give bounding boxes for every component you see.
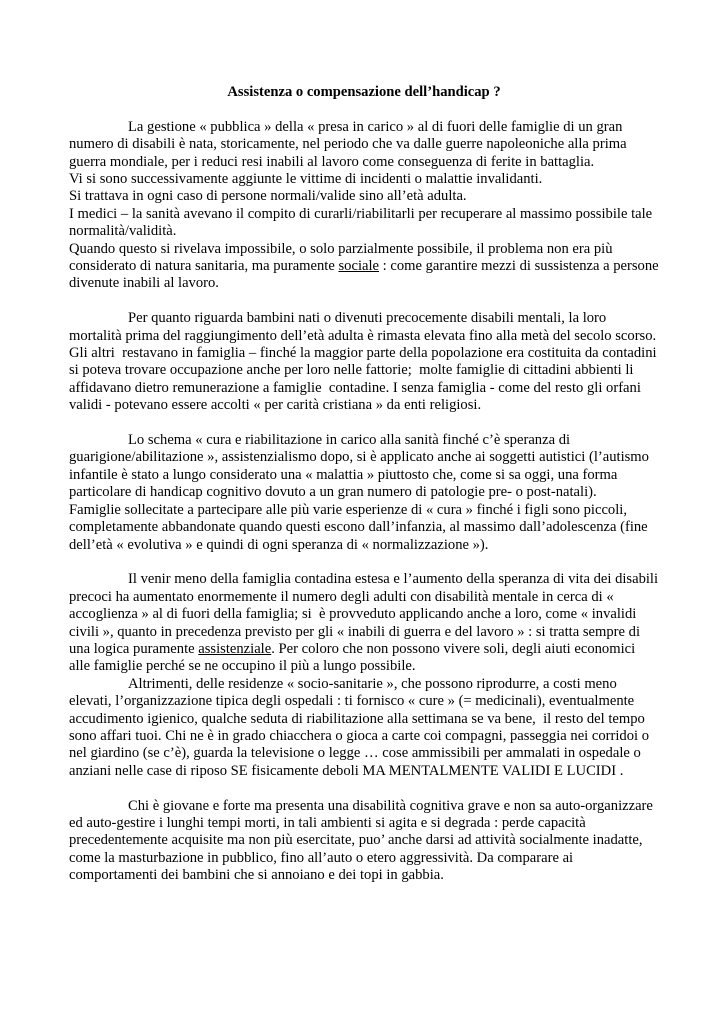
text-run: Il venir meno della famiglia contadina estesa e l’aumento della speranza di vita dei disabili precoci ha aumentato enormemente il numero degli adulti con disabilità mentale in cerca di « accoglienza » al di fuori della famiglia; si è provveduto applicando anche a loro, come « invalidi civili », quanto in precedenza previsto per gli « inabili di guerra e del lavoro » : si tratta sempre di una logica puramente [69,571,662,657]
paragraph [69,119,659,171]
document-title: Assistenza o compensazione dell’handicap ? [227,84,501,100]
text-run: Si trattava in ogni caso di persone normali/valide sino all’età adulta. [69,188,467,205]
text-run: Famiglie sollecitate a partecipare alle più varie esperienze di « cura » finché i figli sono piccoli, completamente abbandonate quando questi escono dall’infanzia, al massimo dall’adolescenza (fine dell’età « evolutiva » e quindi di ogni speranza di « normalizzazione »). [69,501,652,553]
paragraph [69,206,659,241]
paragraph [69,240,663,293]
document-content [69,84,664,885]
text-run: Per quanto riguarda bambini nati o divenuti precocemente disabili mentali, la loro mortalità prima del raggiungimento dell’età adulta è rimasta elevata fino alla metà del secolo scorso. Gli altri restavano in famiglia – finché la maggior parte della popolazione era costituita da contadini si poteva trovare occupazione anche per loro nelle fattorie; molte famiglie di cittadini abbienti li affidavano dietro remunerazione a famiglie contadine. I senza famiglia - come del resto gli orfani validi - potevano essere accolti « per carità cristiana » da enti religiosi. [69,310,664,414]
paragraph-block [69,571,662,780]
text-run: . Per coloro che non possono vivere soli, degli aiuti economici alle famiglie perché se ne occupino il più a lungo possibile. [69,640,639,675]
paragraph [69,432,659,502]
paragraph [69,676,659,780]
text-run: I medici – la sanità avevano il compito di curarli/riabilitarli per recuperare al massimo possibile tale normalità/validità. [69,205,656,240]
text-run: Vi si sono successivamente aggiunte le vittime di incidenti o malattie invalidanti. [69,171,543,188]
document-blocks [69,118,664,885]
paragraph [69,571,662,675]
underlined-text: assistenziale [198,640,272,657]
text-run: Quando questo si rivelava impossibile, o solo parzialmente possibile, il problema non era più considerato di natura sanitaria, ma puramente [69,240,617,275]
text-run: Chi è giovane e forte ma presenta una disabilità cognitiva grave e non sa auto-organizzare ed auto-gestire i lunghi tempi morti, in tali ambienti si agita e si degrada : perde capacità precedentemente acquisite ma non più esercitate, puo’ anche darsi ad attività socialmente inadatte, come la masturbazione in pubblico, fino all’auto o etero aggressività. Da comparare ai comportamenti dei bambini che si annoiano e dei topi in gabbia. [69,797,657,884]
paragraph-block [69,432,659,554]
paragraph [69,310,664,414]
paragraph-block [69,798,659,885]
paragraph [69,188,659,205]
paragraph-block [69,310,664,414]
text-run: : come garantire mezzi di sussistenza a persone divenute inabili al lavoro. [69,258,663,292]
paragraph-block [69,118,663,293]
underlined-text: sociale [338,258,380,275]
paragraph [69,171,659,188]
text-run: La gestione « pubblica » della « presa in carico » al di fuori delle famiglie di un gran numero di disabili è nata, storicamente, nel periodo che va dalle guerre napoleoniche alla prima guerra mondiale, per i reduci resi inabili al lavoro come conseguenza di ferite in battaglia. [69,118,631,170]
paragraph [69,502,659,554]
paragraph [69,798,659,885]
text-run: Lo schema « cura e riabilitazione in carico alla sanità finché c’è speranza di guarigione/abilitazione », assistenzialismo dopo, si è applicato anche ai soggetti autistici (l’autismo infantile è stato a lungo considerato una « malattia » piuttosto che, come si sa oggi, una forma particolare di handicap cognitivo dovuto a un gran numero di patologie pre- o post-natali). [69,432,653,501]
text-run: Altrimenti, delle residenze « socio-sanitarie », che possono riprodurre, a costi meno elevati, l’organizzazione tipica degli ospedali : ti fornisco « cure » (= medicinali), eventualmente accudimento igienico, qualche seduta di riabilitazione alla settimana se va bene, il resto del tempo sono affari tuoi. Chi ne è in grado chiacchera o gioca a carte coi compagni, passeggia nei corridoi o nel giardino (se c’è), guarda la televisione o legge … cose ammissibili per ammalati in ospedale o anziani nelle case di riposo SE fisicamente deboli MA MENTALMENTE VALIDI E LUCIDI . [69,675,653,779]
